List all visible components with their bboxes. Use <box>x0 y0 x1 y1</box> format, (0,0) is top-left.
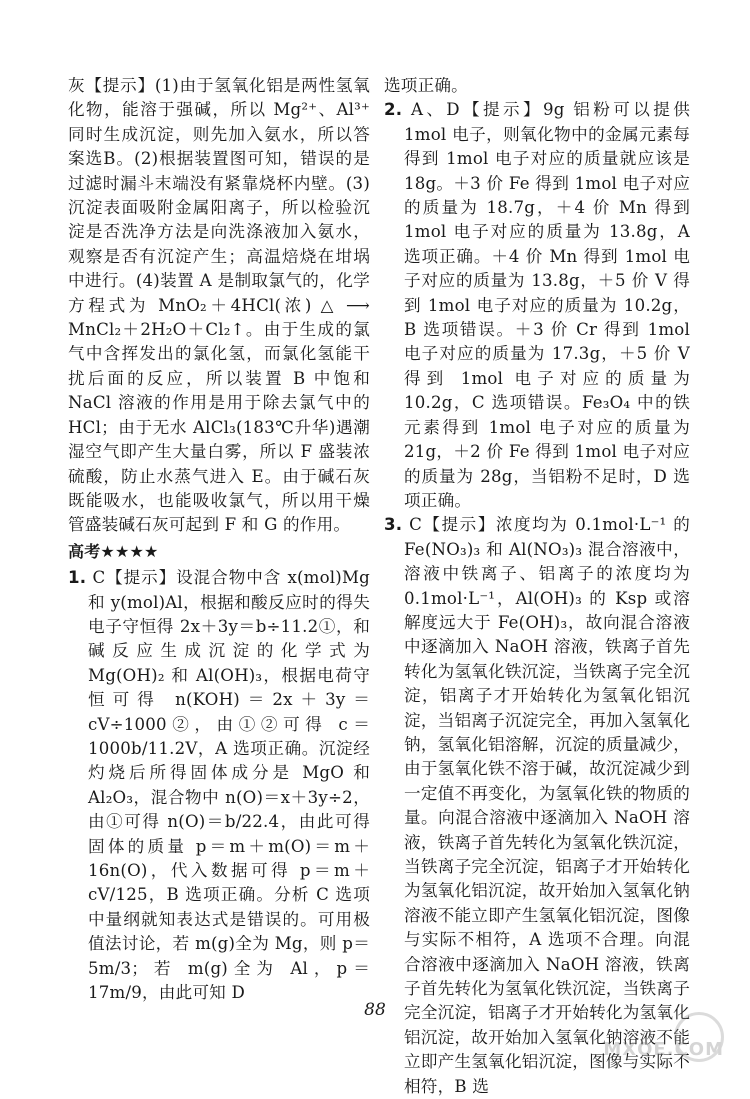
item-number: 3. <box>384 515 403 535</box>
item-text: C【提示】浓度均为 0.1mol·L⁻¹ 的 Fe(NO₃)₃ 和 Al(NO₃)₃ 混合溶液中，溶液中铁离子、铝离子的浓度均为 0.1mol·L⁻¹，Al(OH)₃ 的 Ksp 或溶解度远大于 Fe(OH)₃，故向混合溶液中逐滴加入 NaOH 溶液，铁离子首先转化为氢氧化铁沉淀，当铁离子完全沉淀，铝离子才开始转化为氢氧化铝沉淀，当铝离子沉淀完全，再加入氢氧化钠，氢氧化铝溶解，沉淀的质量减少，由于氢氧化铁不溶于碱，故沉淀减少到一定值不再变化，为氢氧化铁的物质的量。向混合溶液中逐滴加入 NaOH 溶液，铁离子首先转化为氢氧化铁沉淀，当铁离子完全沉淀，铝离子才开始转化为氢氧化铝沉淀，故开始加入氢氧化钠溶液不能立即产生氢氧化铝沉淀，图像与实际不相符，A 选项不合理。向混合溶液中逐滴加入 NaOH 溶液，铁离子首先转化为氢氧化铁沉淀，当铁离子完全沉淀，铝离子才开始转化为氢氧化铝沉淀，故开始加入氢氧化钠溶液不能立即产生氢氧化铝沉淀，图像与实际不相符，B 选 <box>404 515 690 1096</box>
right-column <box>384 74 690 1099</box>
continuation-text: 选项正确。 <box>384 76 468 95</box>
item-text: A、D【提示】9g 铝粉可以提供 1mol 电子，则氧化物中的金属元素每得到 1mol 电子对应的质量就应该是 18g。＋3 价 Fe 得到 1mol 电子对应的质量为 18.7g，＋4 价 Mn 得到 1mol 电子对应的质量为 13.8g，A 选项正确。＋4 价 Mn 得到 1mol 电子对应的质量为 13.8g，＋5 价 V 得到 1mol 电子对应的质量为 10.2g，B 选项错误。＋3 价 Cr 得到 1mol 电子对应的质量为 17.3g，＋5 价 V 得到 1mol 电子对应的质量为 10.2g，C 选项错误。Fe₃O₄ 中的铁元素得到 1mol 电子对应的质量为 21g，＋2 价 Fe 得到 1mol 电子对应的质量为 28g，当铝粉不足时，D 选项正确。 <box>404 100 690 510</box>
section-heading: 高考★★★★ <box>68 541 159 561</box>
item-number: 1. <box>68 568 87 588</box>
watermark-text: MXQE.COM <box>603 1039 724 1060</box>
watermark-logo <box>582 1012 732 1064</box>
page-number: 88 <box>364 1000 386 1020</box>
answer-item-2 <box>384 98 690 513</box>
intro-paragraph: 灰【提示】(1)由于氢氧化铝是两性氢氧化物，能溶于强碱，所以 Mg²⁺、Al³⁺ 同时生成沉淀，则先加入氨水，所以答案选B。(2)根据装置图可知，错误的是过滤时漏斗末端没有紧靠烧杯内壁。(3)沉淀表面吸附金属阳离子，所以检验沉淀是否洗净方法是向洗涤液加入氨水，观察是否有沉淀产生；高温焙烧在坩埚中进行。(4)装置 A 是制取氯气的，化学方程式为 MnO₂＋4HCl(浓) △ ⟶ MnCl₂＋2H₂O＋Cl₂↑。由于生成的氯气中含挥发出的氯化氢，而氯化氢能干扰后面的反应，所以装置 B 中饱和 NaCl 溶液的作用是用于除去氯气中的 HCl；由于无水 AlCl₃(183℃升华)遇潮湿空气即产生大量白雾，所以 F 盛装浓硫酸，防止水蒸气进入 E。由于碱石灰既能吸水，也能吸收氯气，所以用干燥管盛装碱石灰可起到 F 和 G 的作用。 <box>68 76 370 535</box>
item-text: C【提示】设混合物中含 x(mol)Mg 和 y(mol)Al，根据和酸反应时的得失电子守恒得 2x＋3y＝b÷11.2①，和碱反应生成沉淀的化学式为 Mg(OH)₂ 和 Al(OH)₃，根据电荷守恒可得 n(KOH)＝2x＋3y＝cV÷1000②，由①②可得 c＝1000b/11.2V，A 选项正确。沉淀经灼烧后所得固体成分是 MgO 和 Al₂O₃，混合物中 n(O)＝x＋3y÷2，由①可得 n(O)＝b/22.4，由此可得固体的质量 p＝m＋m(O)＝m＋16n(O)，代入数据可得 p＝m＋cV/125，B 选项正确。分析 C 选项中量纲就知表达式是错误的。可用极值法讨论，若 m(g)全为 Mg，则 p＝5m/3；若 m(g)全为 Al，p＝17m/9，由此可知 D <box>88 568 370 1003</box>
item-number: 2. <box>384 100 403 120</box>
left-column <box>68 74 370 1005</box>
answer-item-1 <box>68 566 370 1005</box>
